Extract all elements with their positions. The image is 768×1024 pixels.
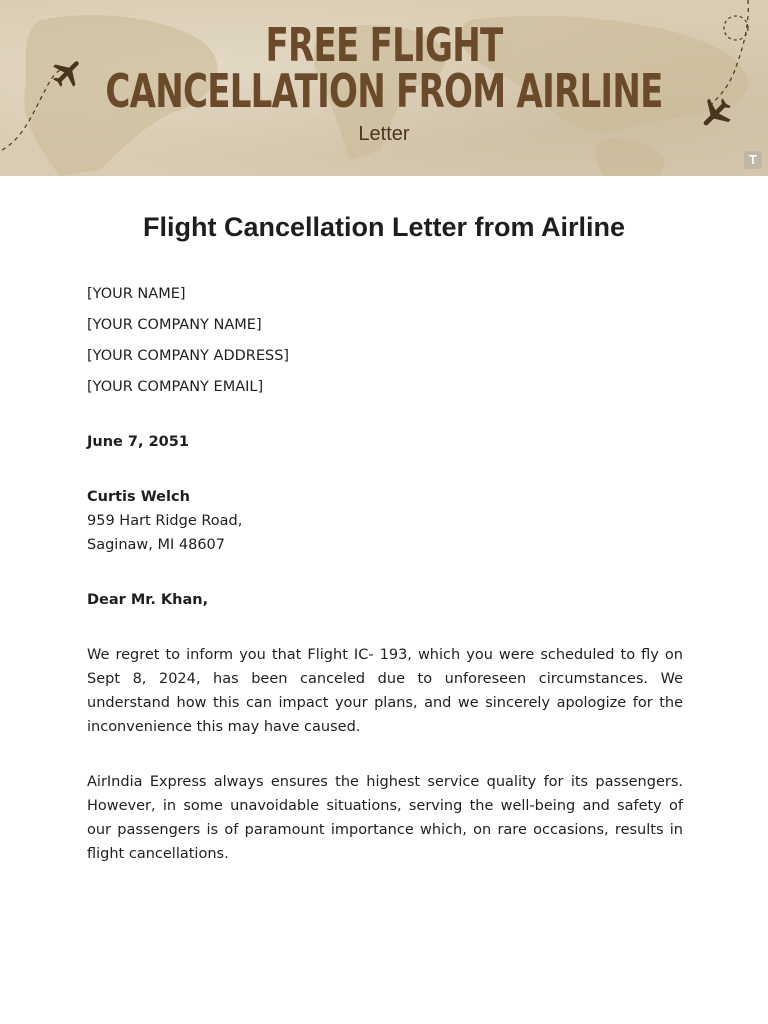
salutation: Dear Mr. Khan, bbox=[87, 592, 209, 608]
letter-date: June 7, 2051 bbox=[87, 434, 189, 450]
banner-title-line-1: FREE FLIGHT bbox=[265, 18, 503, 72]
header-banner bbox=[0, 0, 768, 176]
spacer bbox=[87, 612, 683, 643]
recipient-city: Saginaw, MI 48607 bbox=[87, 537, 225, 553]
spacer bbox=[87, 406, 683, 430]
body-paragraph-1: We regret to inform you that Flight IC- 193, which you were scheduled to fly on Sept 8, 2024, has been canceled due to unforeseen circumstances. We understand how this can impact your plans, and we sincerely apologize for the inconvenience this may have caused. bbox=[87, 647, 683, 735]
sender-company: [YOUR COMPANY NAME] bbox=[87, 317, 262, 333]
sender-email: [YOUR COMPANY EMAIL] bbox=[87, 379, 264, 395]
spacer bbox=[87, 557, 683, 588]
recipient-street: 959 Hart Ridge Road, bbox=[87, 513, 243, 529]
template-badge-icon[interactable]: T bbox=[744, 151, 762, 169]
spacer bbox=[87, 454, 683, 485]
body-paragraph-2: AirIndia Express always ensures the highest service quality for its passengers. However, in some unavoidable situations, serving the well-being and safety of our passengers is of paramount importance which, on rare occasions, results in flight cancellations. bbox=[87, 774, 683, 862]
banner-title-line-2: CANCELLATION FROM AIRLINE bbox=[105, 64, 663, 118]
letter-body bbox=[87, 282, 683, 866]
banner-subtitle: Letter bbox=[358, 123, 410, 145]
sender-address: [YOUR COMPANY ADDRESS] bbox=[87, 348, 290, 364]
airplane-icon bbox=[50, 55, 86, 91]
recipient-name: Curtis Welch bbox=[87, 489, 190, 505]
sender-name: [YOUR NAME] bbox=[87, 286, 186, 302]
spacer bbox=[87, 739, 683, 770]
document-title: Flight Cancellation Letter from Airline bbox=[142, 212, 626, 242]
